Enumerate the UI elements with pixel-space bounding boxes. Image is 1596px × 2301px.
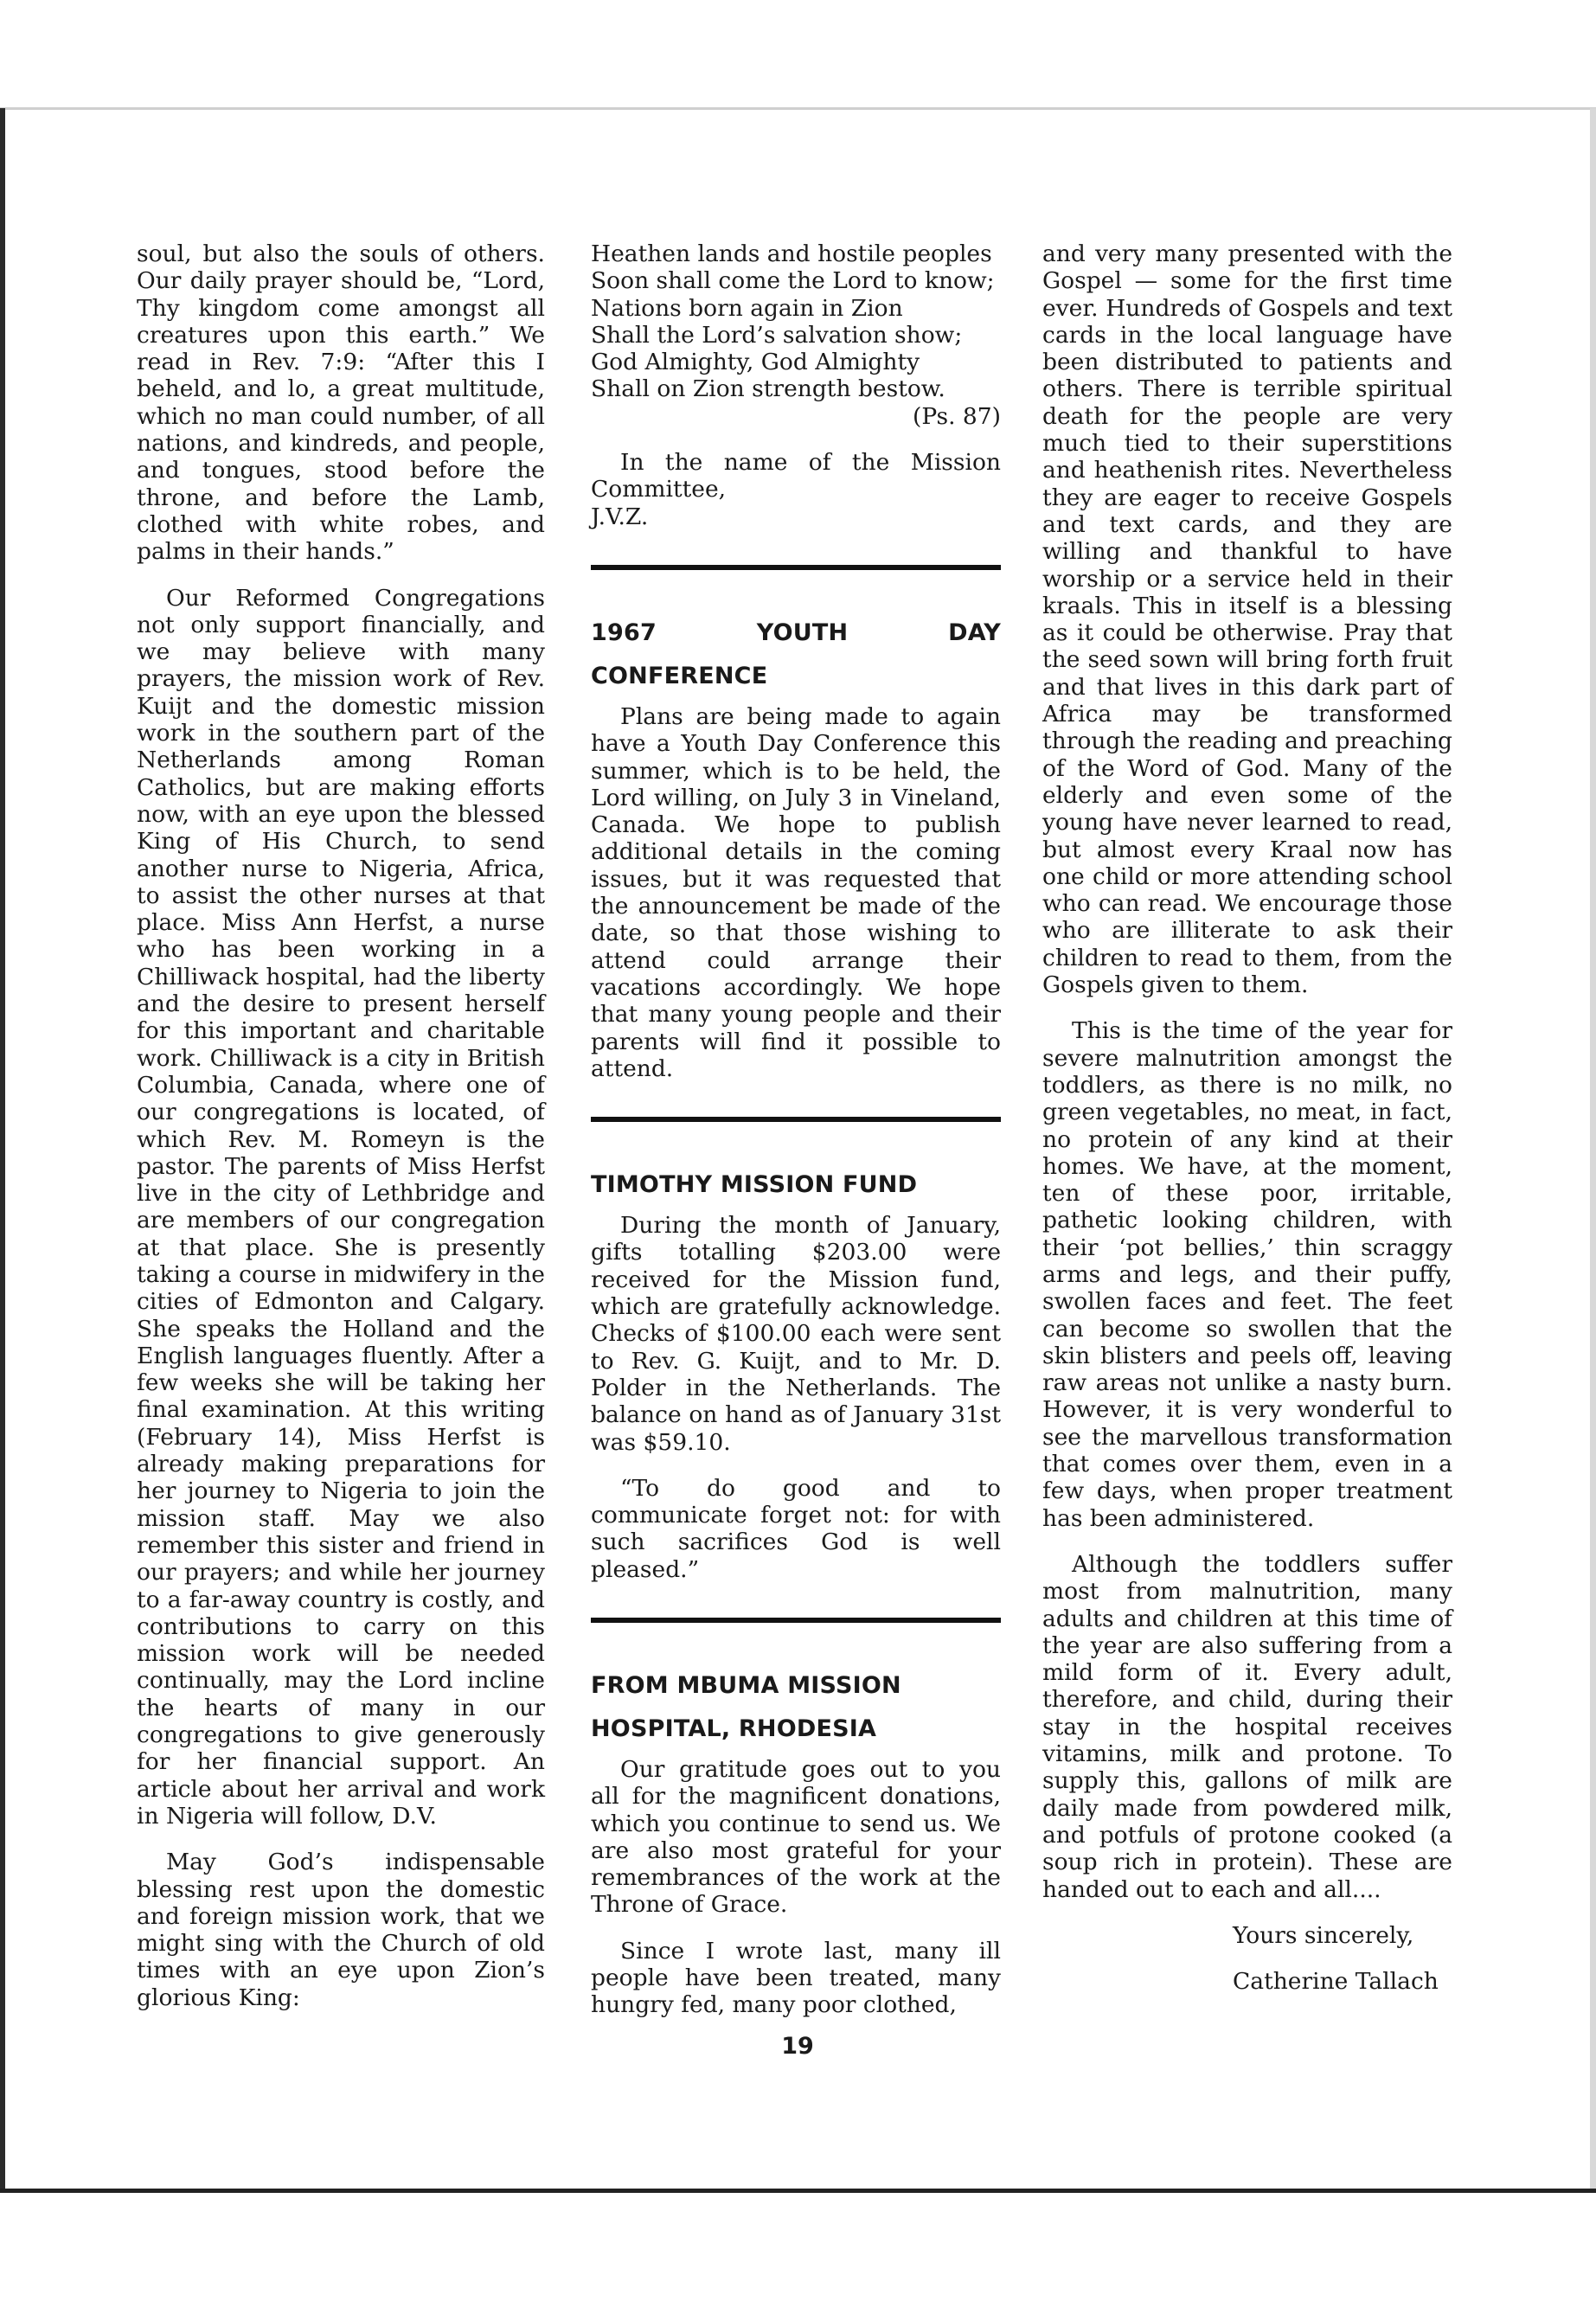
heading-timothy-fund: TIMOTHY MISSION FUND xyxy=(591,1171,918,1199)
heading-youth-day: 1967 YOUTH DAY CONFERENCE xyxy=(591,619,1001,689)
poem-line: Shall the Lord’s salvation show; xyxy=(591,321,963,349)
poem-line: Shall on Zion strength bestow. xyxy=(591,375,945,403)
paragraph-toddlers: Although the toddlers suffer most from malnutrition, many adults and children at this time of the year are also suffering from a mild form of it. Every adult, therefore, and child, during their stay in the hospital receives vitamins, milk and protone. To supply this, gallons of milk are daily made from powdered milk, and potfuls of protone cooked (a soup rich in protein). These are handed out to each and all.... xyxy=(1042,1550,1452,1903)
section-divider xyxy=(591,1117,1001,1122)
poem-line: Nations born again in Zion xyxy=(591,294,903,322)
scan-edge-bottom xyxy=(0,2189,1596,2193)
section-divider xyxy=(591,1618,1001,1623)
paragraph-gratitude: Our gratitude goes out to you all for the magnificent donations, which you continue to send us. We are also most grateful for your remembrances of the work at the Throne of Grace. xyxy=(591,1755,1001,1919)
signature: J.V.Z. xyxy=(591,503,649,530)
column-middle xyxy=(591,240,1001,2038)
poem-line: Heathen lands and hostile peoples xyxy=(591,240,992,267)
paragraph-reformed-congregations: Our Reformed Congregations not only support financially, and we may believe with many prayers, the mission work of Rev. Kuijt and the domestic mission work in the southern part of the Netherlands among Roman Catholics, but are making efforts now, with an eye upon the blessed King of His Church, to send another nurse to Nigeria, Africa, to assist the other nurses at that place. Miss Ann Herfst, a nurse who has been working in a Chilliwack hospital, had the liberty and the desire to present herself for this important and charitable work. Chilliwack is a city in British Columbia, Canada, where one of our congregations is located, of which Rev. M. Romeyn is the pastor. The parents of Miss Herfst live in the city of Lethbridge and are members of our congregation at that place. She is presently taking a course in midwifery in the cities of Edmonton and Calgary. She speaks the Holland and the English languages fluently. After a few weeks she will be taking her final examination. At this writing (February 14), Miss Herfst is already making preparations for her journey to Nigeria to join the mission staff. May we also remember this sister and friend in our prayers; and while her journey to a far-away country is costly, and contributions to carry on this mission work will be needed continually, may the Lord incline the hearts of many in our congregations to give generously for her financial support. An article about her arrival and work in Nigeria will follow, D.V. xyxy=(137,584,545,1830)
page-number: 19 xyxy=(781,2033,814,2060)
paragraph-timothy-fund: During the month of January, gifts totalling $203.00 were received for the Mission fund, which are gratefully acknowledge. Checks of $100.00 each were sent to Rev. G. Kuijt, and to Mr. D. Polder in the Netherlands. The balance on hand as of January 31st was $59.10. xyxy=(591,1212,1001,1456)
psalm-verse xyxy=(591,240,1001,430)
psalm-reference: (Ps. 87) xyxy=(913,402,1001,430)
signoff: Yours sincerely, xyxy=(1233,1921,1414,1949)
heading-mbuma-line2: HOSPITAL, RHODESIA xyxy=(591,1715,877,1742)
paragraph-gospel: and very many presented with the Gospel — some for the first time ever. Hundreds of Gospels and text cards in the local language have been distributed to patients and others. There is terrible spiritual death for the people are very much tied to their superstitions and heathenish rites. Nevertheless they are eager to receive Gospels and text cards, and they are willing and thankful to have worship or a service held in their kraals. This in itself is a blessing as it could be otherwise. Pray that the seed sown will bring forth fruit and that lives in this dark part of Africa may be transformed through the reading and preaching of the Word of God. Many of the elderly and even some of the young have never learned to read, but almost every Kraal now has one child or more attending school who can read. We encourage those who are illiterate to ask their children to read to them, from the Gospels given to them. xyxy=(1042,240,1452,999)
poem-line: Soon shall come the Lord to know; xyxy=(591,267,995,295)
column-left xyxy=(137,240,545,2030)
quote-hebrews: “To do good and to communicate forget not: for with such sacrifices God is well pleased.” xyxy=(591,1474,1001,1583)
scan-margin-top xyxy=(0,0,1596,111)
poem-line: God Almighty, God Almighty xyxy=(591,349,920,376)
paragraph-souls: soul, but also the souls of others. Our daily prayer should be, “Lord, Thy kingdom come amongst all creatures upon this earth.” We read in Rev. 7:9: “After this I beheld, and lo, a great multitude, which no man could number, of all nations, and kindreds, and people, and tongues, stood before the throne, and before the Lamb, clothed with white robes, and palms in their hands.” xyxy=(137,240,545,566)
paragraph-blessing: May God’s indispensable blessing rest upon the domestic and foreign mission work, that we might sing with the Church of old times with an eye upon Zion’s glorious King: xyxy=(137,1849,545,2011)
scan-edge-right xyxy=(1590,108,1596,2193)
scan-edge-left xyxy=(0,108,5,2193)
paragraph-since-i-wrote: Since I wrote last, many ill people have been treated, many hungry fed, many poor clothed, xyxy=(591,1937,1001,2019)
scan-edge-top xyxy=(0,107,1596,110)
paragraph-youth-day: Plans are being made to again have a Youth Day Conference this summer, which is to be held, the Lord willing, on July 3 in Vineland, Canada. We hope to publish additional details in the coming issues, but it was requested that the announcement be made of the date, so that those wishing to attend could arrange their vacations accordingly. We hope that many young people and their parents will find it possible to attend. xyxy=(591,702,1001,1082)
column-right xyxy=(1042,240,1452,2014)
author-name: Catherine Tallach xyxy=(1233,1968,1439,1996)
closing-line: In the name of the Mission Committee, xyxy=(591,449,1001,503)
heading-mbuma-line1: FROM MBUMA MISSION xyxy=(591,1671,901,1699)
paragraph-malnutrition: This is the time of the year for severe malnutrition amongst the toddlers, as there is no milk, no green vegetables, no meat, in fact, no protein of any kind at their homes. We have, at the moment, ten of these poor, irritable, pathetic looking children, with their ‘pot bellies,’ thin scraggy arms and legs, and their puffy, swollen faces and feet. The feet can become so swollen that the skin blisters and peels off, leaving raw areas not unlike a nasty burn. However, it is very wonderful to see the marvellous transformation that comes over them, even in a few days, when proper treatment has been administered. xyxy=(1042,1017,1452,1532)
section-divider xyxy=(591,565,1001,570)
